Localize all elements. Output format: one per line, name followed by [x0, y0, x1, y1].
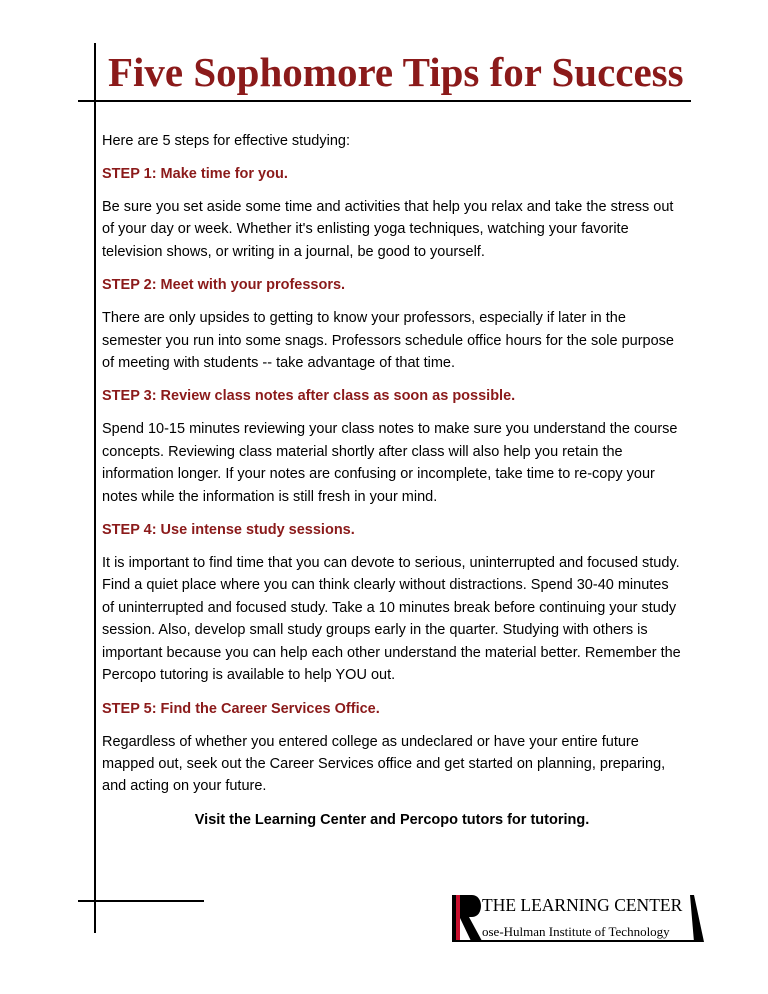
logo-subtitle: ose-Hulman Institute of Technology — [482, 924, 670, 939]
bottom-left-rule — [78, 900, 204, 902]
document-body — [102, 130, 682, 830]
closing-note: Visit the Learning Center and Percopo tutors for tutoring. — [194, 811, 590, 828]
step-4-heading: STEP 4: Use intense study sessions. — [102, 522, 355, 539]
step-5-heading: STEP 5: Find the Career Services Office. — [102, 700, 380, 717]
step-3-body: Spend 10-15 minutes reviewing your class notes to make sure you understand the course concepts. Reviewing class material shortly after class will also help you retain the information longer. If your notes are confusing or incomplete, take time to re-copy your notes while the information is still fresh in your mind. — [102, 421, 678, 505]
learning-center-logo — [442, 889, 704, 944]
left-vertical-rule — [94, 43, 96, 933]
step-2-heading: STEP 2: Meet with your professors. — [102, 277, 346, 294]
step-1-heading: STEP 1: Make time for you. — [102, 166, 288, 182]
page-title: Five Sophomore Tips for Success — [108, 49, 684, 95]
logo-red-stripe-icon — [456, 895, 460, 941]
logo-base-line-icon — [452, 940, 696, 942]
step-2-body: There are only upsides to getting to know your professors, especially if later in the semester you run into some snags. Professors schedule office hours for the sole purpose of meeting with students -- take advantage of that time. — [102, 310, 674, 372]
title-underline-rule — [78, 100, 691, 102]
step-3-heading: STEP 3: Review class notes after class as soon as possible. — [102, 388, 516, 405]
step-4-body: It is important to find time that you can devote to serious, uninterrupted and focused study. Find a quiet place where you can think clearly without distractions. Spend 30-40 minutes of uninterrupted and focused study. Take a 10 minutes break before continuing your study session. Also, develop small study groups early in the quarter. Studying with others is important because you can help each other understand the material better. Remember the Percopo tutoring is available to help YOU out. — [102, 555, 681, 684]
logo-wedge-icon — [690, 895, 704, 942]
step-5-body: Regardless of whether you entered college as undeclared or have your entire future mapped out, seek out the Career Services office and get started on planning, preparing, and acting on your future. — [102, 733, 666, 795]
intro-text: Here are 5 steps for effective studying: — [102, 133, 350, 149]
step-1-body: Be sure you set aside some time and activities that help you relax and take the stress out of your day or week. Whether it's enlisting yoga techniques, watching your favorite television shows, or writing in a journal, be good to yourself. — [102, 199, 674, 260]
logo-title: THE LEARNING CENTER — [482, 895, 683, 915]
